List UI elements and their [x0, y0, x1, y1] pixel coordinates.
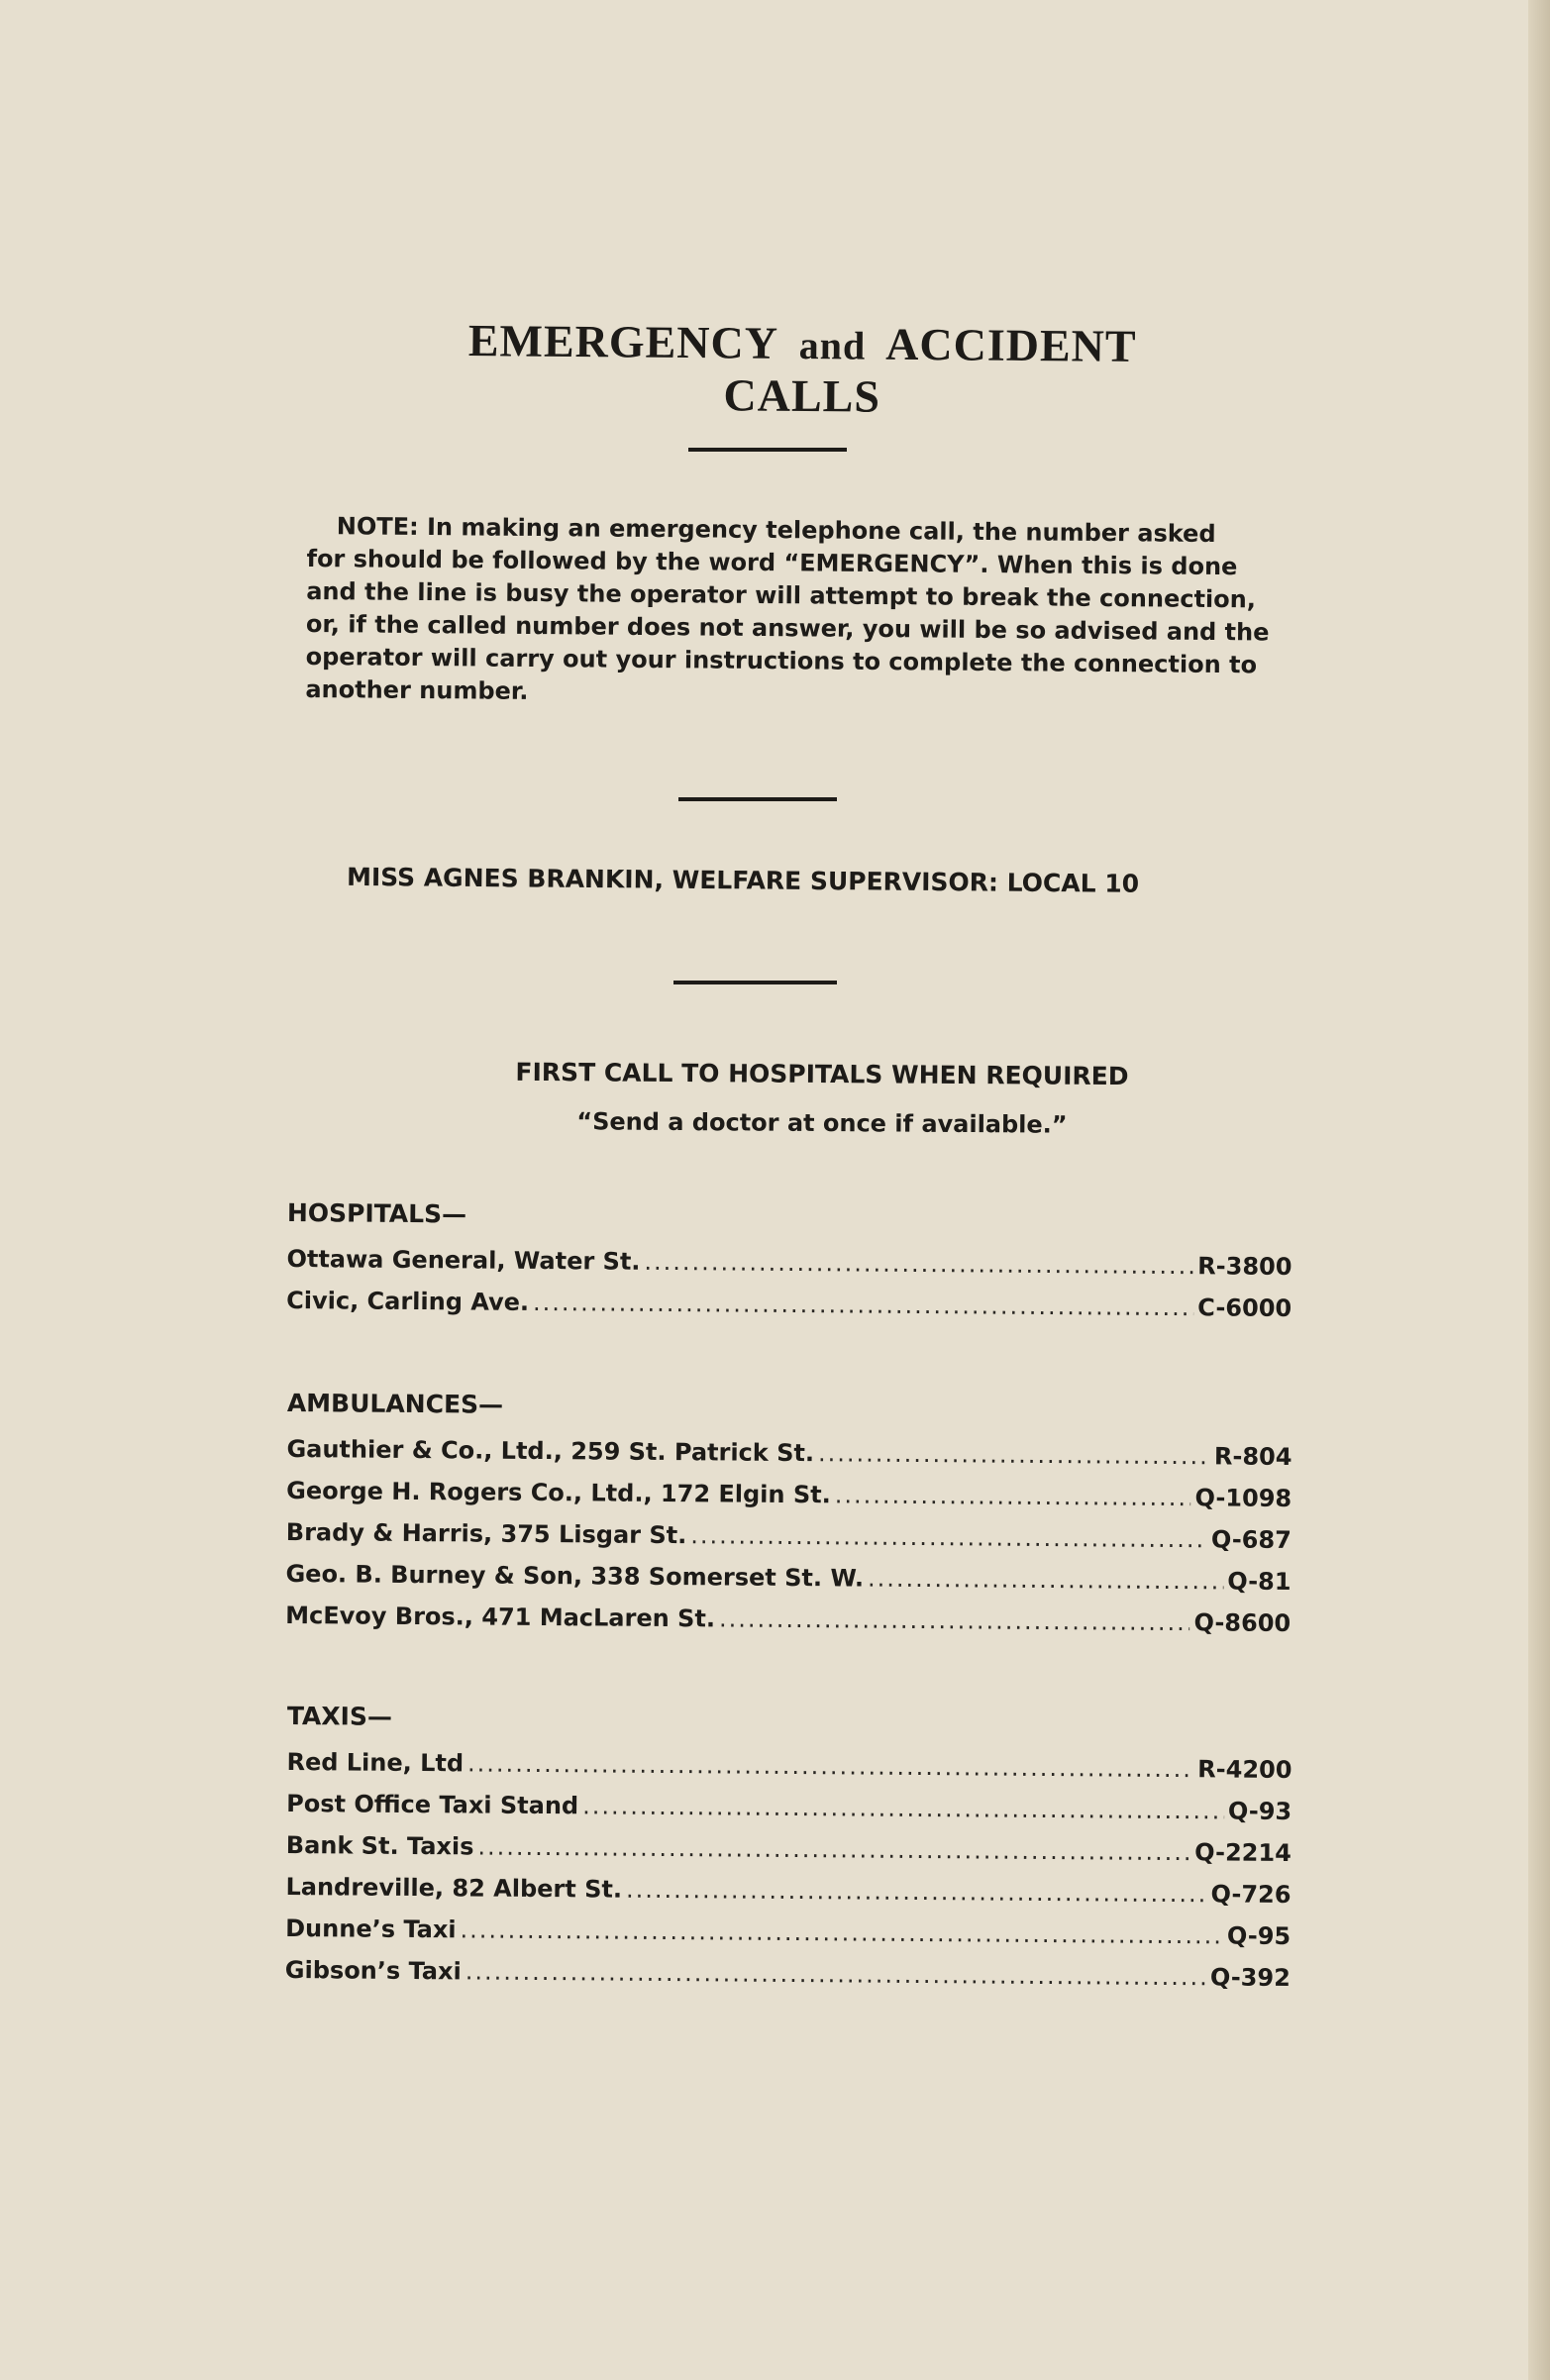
taxis-heading: TAXIS— — [286, 1702, 393, 1731]
hospitals-heading: HOSPITALS— — [286, 1198, 467, 1229]
dot-leader — [467, 1749, 1193, 1783]
first-call-heading: FIRST CALL TO HOSPITALS WHEN REQUIRED — [515, 1057, 1129, 1091]
note-line: and the line is busy the operator will attempt to break the connection, — [306, 576, 1257, 614]
entry-number: Q-2214 — [1194, 1838, 1292, 1867]
note-line: NOTE: In making an emergency telephone call, the number asked — [336, 512, 1216, 549]
ambulances-heading: AMBULANCES— — [286, 1389, 504, 1419]
entry-name: Gauthier & Co., Ltd., 259 St. Patrick St. — [286, 1434, 815, 1468]
list-item — [285, 1602, 1291, 1651]
entry-number: Q-687 — [1210, 1525, 1292, 1554]
dot-leader — [868, 1565, 1223, 1596]
entry-number: Q-1098 — [1194, 1484, 1292, 1512]
first-call-instruction: “Send a doctor at once if available.” — [576, 1107, 1068, 1139]
entry-number: Q-8600 — [1193, 1608, 1292, 1637]
page-edge-shadow — [1528, 0, 1550, 2380]
entry-name: Geo. B. Burney & Son, 338 Somerset St. W. — [285, 1559, 865, 1593]
entry-name: Gibson’s Taxi — [284, 1955, 462, 1986]
dot-leader — [690, 1521, 1207, 1553]
dot-leader — [818, 1439, 1210, 1470]
entry-number: Q-93 — [1227, 1797, 1292, 1825]
entry-name: Civic, Carling Ave. — [286, 1286, 530, 1316]
entry-number: Q-726 — [1210, 1880, 1292, 1909]
list-item — [285, 1956, 1291, 2006]
divider-rule-1 — [688, 448, 847, 452]
dot-leader — [582, 1792, 1224, 1824]
title-emergency: EMERGENCY — [467, 315, 777, 368]
taxis-section — [285, 1702, 1292, 2006]
entry-number: Q-392 — [1209, 1963, 1291, 1992]
dot-leader — [460, 1915, 1223, 1949]
note-paragraph — [305, 510, 1297, 715]
entry-number: R-3800 — [1197, 1252, 1292, 1281]
note-line: another number. — [305, 674, 529, 705]
entry-number: Q-95 — [1226, 1921, 1292, 1950]
note-line: for should be followed by the word “EMERGENCY”. When this is done — [306, 544, 1238, 581]
page-title — [391, 313, 1214, 425]
note-line: operator will carry out your instructions to complete the connection to — [305, 642, 1258, 679]
entry-number: R-4200 — [1197, 1755, 1292, 1784]
entry-name: Brady & Harris, 375 Lisgar St. — [285, 1517, 687, 1550]
dot-leader — [626, 1876, 1207, 1909]
entry-name: Dunne’s Taxi — [285, 1914, 457, 1944]
entry-number: C-6000 — [1197, 1293, 1292, 1322]
title-accident-calls: ACCIDENT CALLS — [723, 318, 1137, 422]
dot-leader — [465, 1957, 1206, 1991]
entry-name: Bank St. Taxis — [285, 1830, 474, 1861]
dot-leader — [533, 1289, 1193, 1321]
entry-name: Red Line, Ltd — [286, 1747, 465, 1778]
dot-leader — [477, 1833, 1190, 1867]
entry-name: Post Office Taxi Stand — [286, 1789, 579, 1820]
title-and: and — [798, 322, 867, 368]
note-line: or, if the called number does not answer, you will be so advised and the — [305, 609, 1270, 647]
hospitals-section — [286, 1198, 1292, 1336]
dot-leader — [644, 1248, 1193, 1280]
entry-name: McEvoy Bros., 471 MacLaren St. — [285, 1601, 716, 1633]
welfare-supervisor-line: MISS AGNES BRANKIN, WELFARE SUPERVISOR: LOCAL 10 — [346, 862, 1140, 898]
entry-number: R-804 — [1213, 1442, 1292, 1471]
entry-name: George H. Rogers Co., Ltd., 172 Elgin St. — [286, 1476, 831, 1509]
entry-name: Landreville, 82 Albert St. — [285, 1872, 623, 1904]
dot-leader — [835, 1481, 1191, 1511]
divider-rule-2 — [678, 797, 837, 801]
dot-leader — [719, 1604, 1190, 1636]
entry-number: Q-81 — [1227, 1567, 1292, 1596]
ambulances-section — [285, 1389, 1292, 1651]
list-item — [286, 1287, 1292, 1336]
divider-rule-3 — [673, 981, 837, 984]
entry-name: Ottawa General, Water St. — [286, 1244, 641, 1276]
